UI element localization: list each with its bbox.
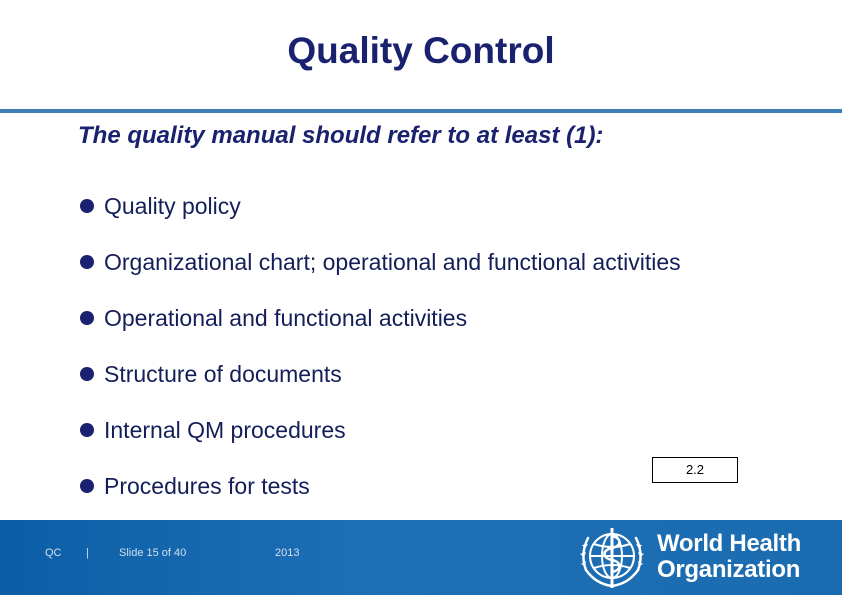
bullet-list — [80, 178, 681, 514]
list-item — [80, 346, 681, 402]
bullet-icon — [80, 199, 94, 213]
list-item — [80, 458, 681, 514]
footer-section: QC — [45, 547, 62, 559]
footer-bar — [0, 520, 842, 595]
bullet-icon — [80, 423, 94, 437]
bullet-text: Operational and functional activities — [104, 304, 468, 331]
slide-title: Quality Control — [287, 30, 555, 71]
bullet-icon — [80, 255, 94, 269]
list-item — [80, 234, 681, 290]
bullet-icon — [80, 479, 94, 493]
footer-separator: | — [86, 547, 89, 559]
list-item — [80, 178, 681, 234]
footer-slide-number: Slide 15 of 40 — [119, 547, 187, 559]
logo-text-line2: Organization — [657, 556, 801, 583]
section-badge: 2.2 — [652, 457, 738, 483]
bullet-icon — [80, 367, 94, 381]
who-emblem-icon — [572, 524, 652, 592]
bullet-icon — [80, 311, 94, 325]
footer-year: 2013 — [275, 547, 300, 559]
bullet-text: Internal QM procedures — [104, 416, 346, 443]
bullet-text: Procedures for tests — [104, 472, 310, 499]
bullet-text: Organizational chart; operational and functional activities — [104, 248, 681, 275]
title-divider — [0, 109, 842, 113]
list-item — [80, 402, 681, 458]
bullet-text: Quality policy — [104, 192, 241, 219]
list-item — [80, 290, 681, 346]
intro-text: The quality manual should refer to at least (1): — [78, 122, 604, 149]
logo-text-line1: World Health — [657, 530, 801, 557]
bullet-text: Structure of documents — [104, 360, 342, 387]
